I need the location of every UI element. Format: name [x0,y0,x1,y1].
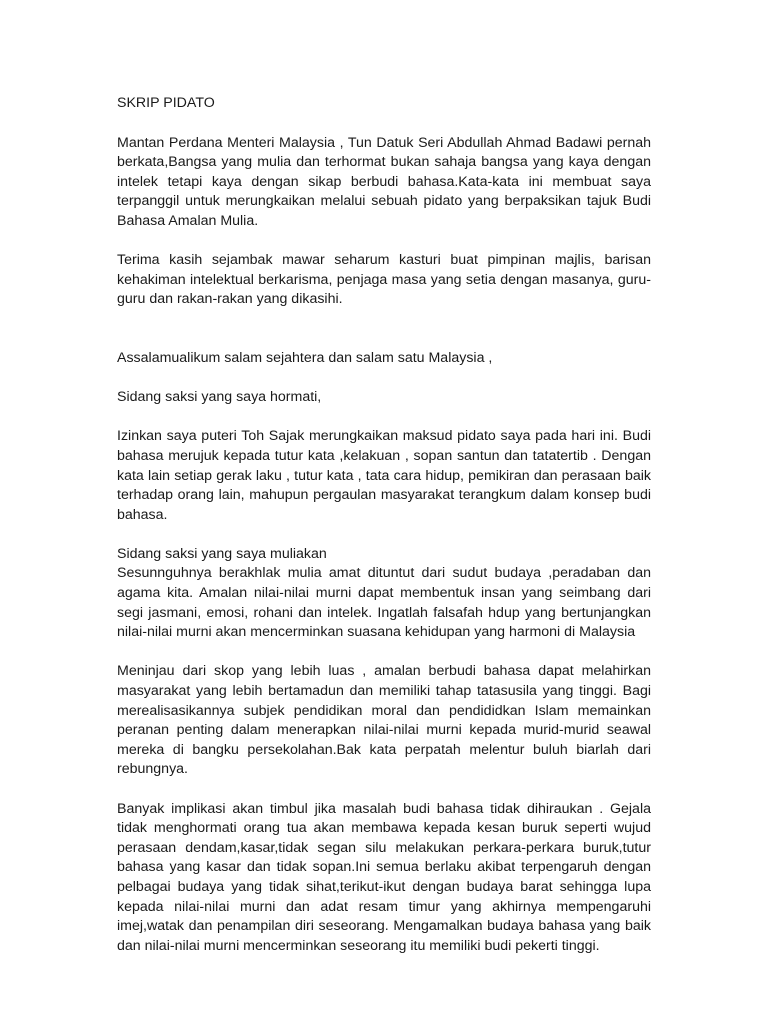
paragraph-address-hormati: Sidang saksi yang saya hormati, [117,389,322,406]
paragraph-address-muliakan: Sidang saksi yang saya muliakan [117,545,327,562]
paragraph-definition: Izinkan saya puteri Toh Sajak merungkaikan maksud pidato saya pada hari ini. Budi bahasa merujuk kepada tutur kata ,kelakuan , sopan santun dan tatatertib . Dengan kata lain setiap gerak laku , tutur kata , tata cara hidup, pemikiran dan perasaan baik terhadap orang lain, mahupun pergaulan masyarakat terangkum dalam konsep budi bahasa. [117,428,651,523]
document-title: SKRIP PIDATO [117,95,215,111]
paragraph-skop: Meninjau dari skop yang lebih luas , amalan berbudi bahasa dapat melahirkan masyarakat yang lebih bertamadun dan memiliki tahap tatasusila yang tinggi. Bagi merealisasikannya subjek pendidikan moral dan pendididkan Islam memainkan peranan penting dalam menerapkan nilai-nilai murni kepada murid-murid seawal mereka di bangku persekolahan.Bak kata perpatah melentur buluh biarlah dari rebungnya. [117,663,651,778]
paragraph-akhlak: Sesunnguhnya berakhlak mulia amat dituntut dari sudut budaya ,peradaban dan agama kita. Amalan nilai-nilai murni dapat membentuk insan yang seimbang dari segi jasmani, emosi, rohani dan intelek. Ingatlah falsafah hdup yang bertunjangkan nilai-nilai murni akan mencerminkan suasana kehidupan yang harmoni di Malaysia [117,565,651,641]
paragraph-salam: Assalamualikum salam sejahtera dan salam satu Malaysia , [117,349,493,366]
paragraph-implikasi: Banyak implikasi akan timbul jika masalah budi bahasa tidak dihiraukan . Gejala tidak menghormati orang tua akan membawa kepada kesan buruk seperti wujud perasaan dendam,kasar,tidak segan silu melakukan perkara-perkara buruk,tutur bahasa yang kasar dan tidak sopan.Ini semua berlaku akibat terpengaruh dengan pelbagai budaya yang tidak sihat,terikut-ikut dengan budaya barat sehingga lupa kepada nilai-nilai murni dan adat resam timur yang akhirnya mempengaruhi imej,watak dan penampilan diri seseorang. Mengamalkan budaya bahasa yang baik dan nilai-nilai murni mencerminkan seseorang itu memiliki budi pekerti tinggi. [117,800,651,954]
document-page [117,94,651,976]
paragraph-greetings: Terima kasih sejambak mawar seharum kasturi buat pimpinan majlis, barisan kehakiman intelektual berkarisma, penjaga masa yang setia dengan masanya, guru-guru dan rakan-rakan yang dikasihi. [117,252,651,308]
paragraph-intro: Mantan Perdana Menteri Malaysia , Tun Datuk Seri Abdullah Ahmad Badawi pernah berkata,Bangsa yang mulia dan terhormat bukan sahaja bangsa yang kaya dengan intelek tetapi kaya dengan sikap berbudi bahasa.Kata-kata ini membuat saya terpanggil untuk merungkaikan melalui sebuah pidato yang berpaksikan tajuk Budi Bahasa Amalan Mulia. [117,134,651,229]
